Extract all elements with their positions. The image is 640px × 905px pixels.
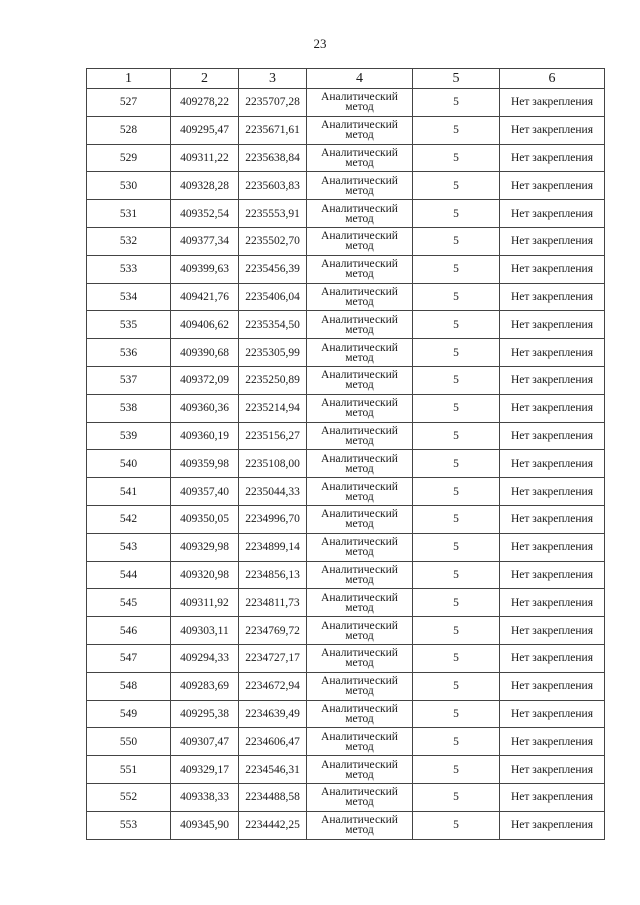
method-cell: Аналитический метод — [307, 756, 413, 784]
table-row — [87, 783, 605, 811]
y-coordinate-cell: 2234811,73 — [239, 589, 307, 617]
table-row — [87, 172, 605, 200]
fixation-cell: Нет закрепления — [500, 561, 605, 589]
table-row — [87, 589, 605, 617]
y-coordinate-cell: 2234442,25 — [239, 811, 307, 839]
fixation-cell: Нет закрепления — [500, 811, 605, 839]
fixation-cell: Нет закрепления — [500, 227, 605, 255]
accuracy-cell: 5 — [413, 116, 500, 144]
y-coordinate-cell: 2235156,27 — [239, 422, 307, 450]
accuracy-cell: 5 — [413, 672, 500, 700]
fixation-cell: Нет закрепления — [500, 89, 605, 117]
point-number-cell: 547 — [87, 644, 171, 672]
fixation-cell: Нет закрепления — [500, 644, 605, 672]
y-coordinate-cell: 2235305,99 — [239, 339, 307, 367]
table-row — [87, 283, 605, 311]
accuracy-cell: 5 — [413, 561, 500, 589]
table-row — [87, 644, 605, 672]
header-cell-1: 1 — [87, 69, 171, 89]
point-number-cell: 539 — [87, 422, 171, 450]
accuracy-cell: 5 — [413, 89, 500, 117]
y-coordinate-cell: 2235553,91 — [239, 200, 307, 228]
fixation-cell: Нет закрепления — [500, 339, 605, 367]
method-cell: Аналитический метод — [307, 783, 413, 811]
method-cell: Аналитический метод — [307, 366, 413, 394]
y-coordinate-cell: 2235108,00 — [239, 450, 307, 478]
x-coordinate-cell: 409328,28 — [171, 172, 239, 200]
fixation-cell: Нет закрепления — [500, 533, 605, 561]
table-row — [87, 200, 605, 228]
header-cell-6: 6 — [500, 69, 605, 89]
table-row — [87, 672, 605, 700]
method-cell: Аналитический метод — [307, 533, 413, 561]
y-coordinate-cell: 2234769,72 — [239, 617, 307, 645]
method-cell: Аналитический метод — [307, 255, 413, 283]
method-cell: Аналитический метод — [307, 422, 413, 450]
x-coordinate-cell: 409320,98 — [171, 561, 239, 589]
fixation-cell: Нет закрепления — [500, 172, 605, 200]
header-cell-3: 3 — [239, 69, 307, 89]
table-row — [87, 728, 605, 756]
accuracy-cell: 5 — [413, 422, 500, 450]
y-coordinate-cell: 2235603,83 — [239, 172, 307, 200]
y-coordinate-cell: 2235214,94 — [239, 394, 307, 422]
fixation-cell: Нет закрепления — [500, 672, 605, 700]
accuracy-cell: 5 — [413, 783, 500, 811]
fixation-cell: Нет закрепления — [500, 505, 605, 533]
table-body — [87, 89, 605, 840]
x-coordinate-cell: 409377,34 — [171, 227, 239, 255]
method-cell: Аналитический метод — [307, 144, 413, 172]
accuracy-cell: 5 — [413, 255, 500, 283]
method-cell: Аналитический метод — [307, 644, 413, 672]
y-coordinate-cell: 2234488,58 — [239, 783, 307, 811]
y-coordinate-cell: 2234546,31 — [239, 756, 307, 784]
header-cell-2: 2 — [171, 69, 239, 89]
accuracy-cell: 5 — [413, 505, 500, 533]
y-coordinate-cell: 2234727,17 — [239, 644, 307, 672]
method-cell: Аналитический метод — [307, 728, 413, 756]
x-coordinate-cell: 409295,47 — [171, 116, 239, 144]
y-coordinate-cell: 2234996,70 — [239, 505, 307, 533]
point-number-cell: 546 — [87, 617, 171, 645]
y-coordinate-cell: 2235671,61 — [239, 116, 307, 144]
point-number-cell: 553 — [87, 811, 171, 839]
y-coordinate-cell: 2234899,14 — [239, 533, 307, 561]
x-coordinate-cell: 409399,63 — [171, 255, 239, 283]
x-coordinate-cell: 409372,09 — [171, 366, 239, 394]
point-number-cell: 538 — [87, 394, 171, 422]
fixation-cell: Нет закрепления — [500, 366, 605, 394]
accuracy-cell: 5 — [413, 339, 500, 367]
x-coordinate-cell: 409294,33 — [171, 644, 239, 672]
accuracy-cell: 5 — [413, 644, 500, 672]
point-number-cell: 552 — [87, 783, 171, 811]
accuracy-cell: 5 — [413, 617, 500, 645]
accuracy-cell: 5 — [413, 450, 500, 478]
table-row — [87, 394, 605, 422]
fixation-cell: Нет закрепления — [500, 589, 605, 617]
x-coordinate-cell: 409406,62 — [171, 311, 239, 339]
x-coordinate-cell: 409338,33 — [171, 783, 239, 811]
point-number-cell: 536 — [87, 339, 171, 367]
accuracy-cell: 5 — [413, 200, 500, 228]
y-coordinate-cell: 2235044,33 — [239, 478, 307, 506]
table-row — [87, 450, 605, 478]
fixation-cell: Нет закрепления — [500, 756, 605, 784]
x-coordinate-cell: 409307,47 — [171, 728, 239, 756]
x-coordinate-cell: 409360,19 — [171, 422, 239, 450]
y-coordinate-cell: 2234639,49 — [239, 700, 307, 728]
x-coordinate-cell: 409311,22 — [171, 144, 239, 172]
fixation-cell: Нет закрепления — [500, 283, 605, 311]
y-coordinate-cell: 2234856,13 — [239, 561, 307, 589]
y-coordinate-cell: 2235707,28 — [239, 89, 307, 117]
point-number-cell: 527 — [87, 89, 171, 117]
x-coordinate-cell: 409421,76 — [171, 283, 239, 311]
table-row — [87, 811, 605, 839]
y-coordinate-cell: 2235250,89 — [239, 366, 307, 394]
point-number-cell: 548 — [87, 672, 171, 700]
fixation-cell: Нет закрепления — [500, 394, 605, 422]
fixation-cell: Нет закрепления — [500, 617, 605, 645]
x-coordinate-cell: 409329,17 — [171, 756, 239, 784]
point-number-cell: 534 — [87, 283, 171, 311]
accuracy-cell: 5 — [413, 728, 500, 756]
table-row — [87, 422, 605, 450]
point-number-cell: 528 — [87, 116, 171, 144]
method-cell: Аналитический метод — [307, 339, 413, 367]
point-number-cell: 545 — [87, 589, 171, 617]
method-cell: Аналитический метод — [307, 811, 413, 839]
method-cell: Аналитический метод — [307, 89, 413, 117]
table-header-row — [87, 69, 605, 89]
header-cell-4: 4 — [307, 69, 413, 89]
table-row — [87, 144, 605, 172]
point-number-cell: 543 — [87, 533, 171, 561]
method-cell: Аналитический метод — [307, 478, 413, 506]
accuracy-cell: 5 — [413, 394, 500, 422]
y-coordinate-cell: 2235354,50 — [239, 311, 307, 339]
method-cell: Аналитический метод — [307, 505, 413, 533]
accuracy-cell: 5 — [413, 172, 500, 200]
point-number-cell: 551 — [87, 756, 171, 784]
x-coordinate-cell: 409303,11 — [171, 617, 239, 645]
table-row — [87, 505, 605, 533]
x-coordinate-cell: 409357,40 — [171, 478, 239, 506]
x-coordinate-cell: 409350,05 — [171, 505, 239, 533]
y-coordinate-cell: 2235638,84 — [239, 144, 307, 172]
x-coordinate-cell: 409283,69 — [171, 672, 239, 700]
point-number-cell: 550 — [87, 728, 171, 756]
fixation-cell: Нет закрепления — [500, 450, 605, 478]
table-row — [87, 89, 605, 117]
table-row — [87, 311, 605, 339]
accuracy-cell: 5 — [413, 589, 500, 617]
method-cell: Аналитический метод — [307, 700, 413, 728]
y-coordinate-cell: 2234672,94 — [239, 672, 307, 700]
y-coordinate-cell: 2235456,39 — [239, 255, 307, 283]
table-row — [87, 533, 605, 561]
x-coordinate-cell: 409359,98 — [171, 450, 239, 478]
accuracy-cell: 5 — [413, 144, 500, 172]
x-coordinate-cell: 409311,92 — [171, 589, 239, 617]
point-number-cell: 529 — [87, 144, 171, 172]
accuracy-cell: 5 — [413, 811, 500, 839]
method-cell: Аналитический метод — [307, 589, 413, 617]
point-number-cell: 530 — [87, 172, 171, 200]
table-row — [87, 478, 605, 506]
x-coordinate-cell: 409390,68 — [171, 339, 239, 367]
table-row — [87, 617, 605, 645]
method-cell: Аналитический метод — [307, 200, 413, 228]
table-row — [87, 366, 605, 394]
accuracy-cell: 5 — [413, 478, 500, 506]
point-number-cell: 544 — [87, 561, 171, 589]
method-cell: Аналитический метод — [307, 311, 413, 339]
method-cell: Аналитический метод — [307, 227, 413, 255]
y-coordinate-cell: 2234606,47 — [239, 728, 307, 756]
point-number-cell: 549 — [87, 700, 171, 728]
page-number: 23 — [313, 36, 327, 51]
accuracy-cell: 5 — [413, 283, 500, 311]
point-number-cell: 540 — [87, 450, 171, 478]
accuracy-cell: 5 — [413, 311, 500, 339]
x-coordinate-cell: 409360,36 — [171, 394, 239, 422]
method-cell: Аналитический метод — [307, 283, 413, 311]
point-number-cell: 531 — [87, 200, 171, 228]
table-row — [87, 700, 605, 728]
fixation-cell: Нет закрепления — [500, 422, 605, 450]
accuracy-cell: 5 — [413, 366, 500, 394]
fixation-cell: Нет закрепления — [500, 700, 605, 728]
accuracy-cell: 5 — [413, 227, 500, 255]
method-cell: Аналитический метод — [307, 116, 413, 144]
table-row — [87, 756, 605, 784]
point-number-cell: 533 — [87, 255, 171, 283]
method-cell: Аналитический метод — [307, 394, 413, 422]
point-number-cell: 535 — [87, 311, 171, 339]
table-row — [87, 339, 605, 367]
point-number-cell: 537 — [87, 366, 171, 394]
method-cell: Аналитический метод — [307, 450, 413, 478]
x-coordinate-cell: 409295,38 — [171, 700, 239, 728]
x-coordinate-cell: 409352,54 — [171, 200, 239, 228]
fixation-cell: Нет закрепления — [500, 783, 605, 811]
fixation-cell: Нет закрепления — [500, 255, 605, 283]
point-number-cell: 542 — [87, 505, 171, 533]
point-number-cell: 541 — [87, 478, 171, 506]
fixation-cell: Нет закрепления — [500, 728, 605, 756]
x-coordinate-cell: 409278,22 — [171, 89, 239, 117]
table-row — [87, 227, 605, 255]
fixation-cell: Нет закрепления — [500, 311, 605, 339]
x-coordinate-cell: 409329,98 — [171, 533, 239, 561]
fixation-cell: Нет закрепления — [500, 200, 605, 228]
y-coordinate-cell: 2235406,04 — [239, 283, 307, 311]
method-cell: Аналитический метод — [307, 672, 413, 700]
coordinates-table — [86, 68, 605, 840]
table-row — [87, 561, 605, 589]
accuracy-cell: 5 — [413, 756, 500, 784]
x-coordinate-cell: 409345,90 — [171, 811, 239, 839]
fixation-cell: Нет закрепления — [500, 144, 605, 172]
accuracy-cell: 5 — [413, 700, 500, 728]
method-cell: Аналитический метод — [307, 617, 413, 645]
fixation-cell: Нет закрепления — [500, 478, 605, 506]
accuracy-cell: 5 — [413, 533, 500, 561]
method-cell: Аналитический метод — [307, 172, 413, 200]
table-row — [87, 116, 605, 144]
point-number-cell: 532 — [87, 227, 171, 255]
header-cell-5: 5 — [413, 69, 500, 89]
y-coordinate-cell: 2235502,70 — [239, 227, 307, 255]
table-row — [87, 255, 605, 283]
fixation-cell: Нет закрепления — [500, 116, 605, 144]
method-cell: Аналитический метод — [307, 561, 413, 589]
